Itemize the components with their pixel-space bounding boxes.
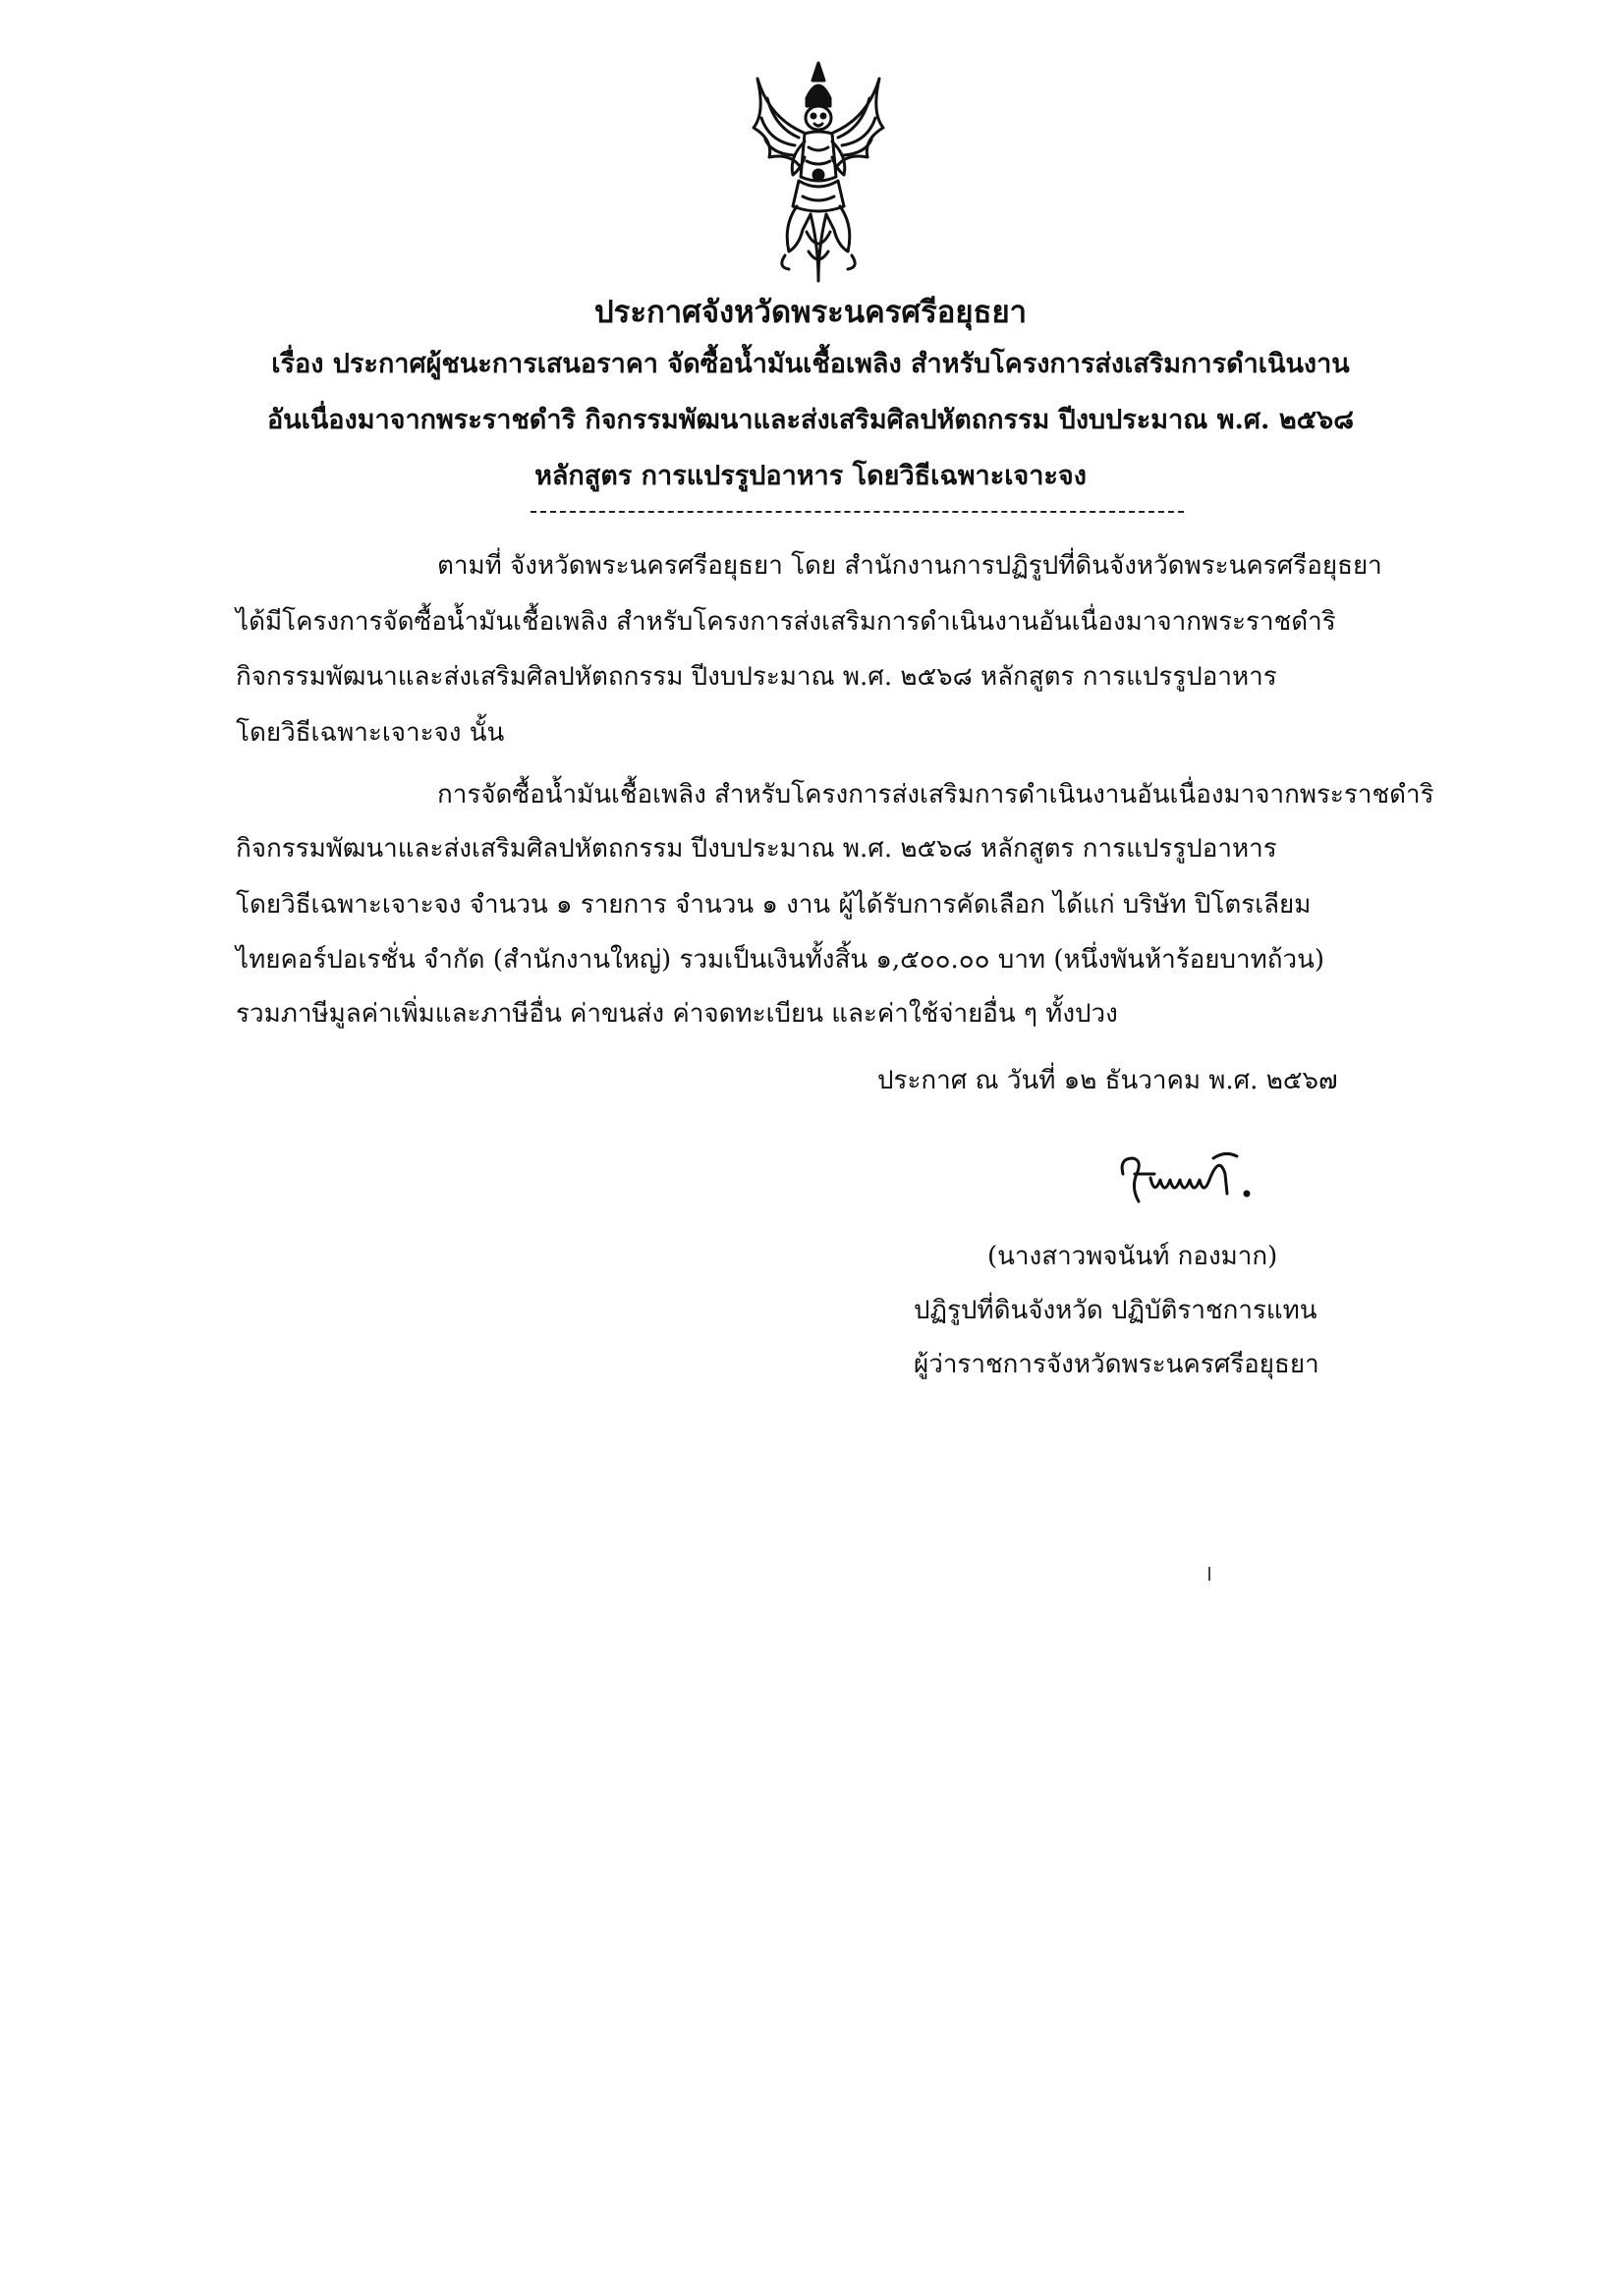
paragraph-2-line: ไทยคอร์ปอเรชั่น จำกัด (สำนักงานใหญ่) รวมเป็นเงินทั้งสิ้น ๑,๕๐๐.๐๐ บาท (หนึ่งพันห้าร้อยบาทถ้วน) [236,945,1325,975]
signatory-name: (นางสาวพจนันท์ กองมาก) [987,1242,1278,1271]
subject-line-3: หลักสูตร การแปรรูปอาหาร โดยวิธีเฉพาะเจาะจง [534,461,1087,491]
announce-date: ประกาศ ณ วันที่ ๑๒ ธันวาคม พ.ศ. ๒๕๖๗ [877,1066,1338,1095]
handwritten-signature-icon [1115,1144,1262,1213]
signatory-position-2: ผู้ว่าราชการจังหวัดพระนครศรีอยุธยา [914,1350,1319,1379]
paragraph-2-line: รวมภาษีมูลค่าเพิ่มและภาษีอื่น ค่าขนส่ง ค่าจดทะเบียน และค่าใช้จ่ายอื่น ๆ ทั้งปวง [236,999,1118,1029]
announcement-title: ประกาศจังหวัดพระนครศรีอยุธยา [593,295,1028,330]
paragraph-2-line: การจัดซื้อน้ำมันเชื้อเพลิง สำหรับโครงการส่งเสริมการดำเนินงานอันเนื่องมาจากพระราชดำริ [437,780,1434,810]
garuda-emblem-icon [750,59,887,283]
paragraph-1-line: โดยวิธีเฉพาะเจาะจง นั้น [236,718,505,748]
subject-line-1: เรื่อง ประกาศผู้ชนะการเสนอราคา จัดซื้อน้ำมันเชื้อเพลิง สำหรับโครงการส่งเสริมการดำเนินงาน [271,349,1350,379]
paragraph-1-line: ได้มีโครงการจัดซื้อน้ำมันเชื้อเพลิง สำหรับโครงการส่งเสริมการดำเนินงานอันเนื่องมาจากพระราชดำริ [236,607,1336,637]
scan-mark [1208,1567,1210,1581]
signatory-position-1: ปฏิรูปที่ดินจังหวัด ปฏิบัติราชการแทน [914,1296,1317,1325]
paragraph-1-line: ตามที่ จังหวัดพระนครศรีอยุธยา โดย สำนักงานการปฏิรูปที่ดินจังหวัดพระนครศรีอยุธยา [437,551,1382,581]
header-divider [531,511,1184,513]
subject-line-2: อันเนื่องมาจากพระราชดำริ กิจกรรมพัฒนาและส่งเสริมศิลปหัตถกรรม ปีงบประมาณ พ.ศ. ๒๕๖๘ [266,405,1355,435]
paragraph-2-line: โดยวิธีเฉพาะเจาะจง จำนวน ๑ รายการ จำนวน ๑ งาน ผู้ได้รับการคัดเลือก ได้แก่ บริษัท ปิโตรเลียม [236,890,1312,920]
paragraph-2-line: กิจกรรมพัฒนาและส่งเสริมศิลปหัตถกรรม ปีงบประมาณ พ.ศ. ๒๕๖๘ หลักสูตร การแปรรูปอาหาร [236,834,1277,864]
paragraph-1-line: กิจกรรมพัฒนาและส่งเสริมศิลปหัตถกรรม ปีงบประมาณ พ.ศ. ๒๕๖๘ หลักสูตร การแปรรูปอาหาร [236,662,1277,692]
